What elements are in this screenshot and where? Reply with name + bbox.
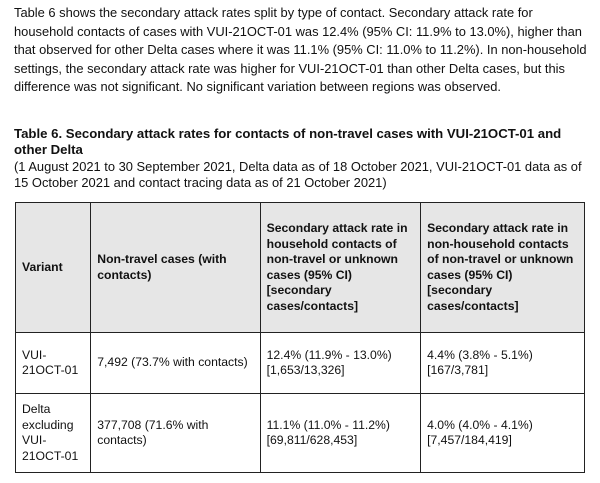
table-row — [16, 394, 585, 473]
header-variant: Variant — [16, 203, 91, 333]
header-non-travel-cases: Non-travel cases (with contacts) — [91, 203, 260, 333]
cell-non-household-rate: 4.4% (3.8% - 5.1%) [167/3,781] — [421, 333, 585, 394]
header-non-household-rate: Secondary attack rate in non-household contacts of non-travel or unknown cases (95% CI) [secondary cases/contacts] — [421, 203, 585, 333]
cell-household-rate: 11.1% (11.0% - 11.2%) [69,811/628,453] — [260, 394, 421, 473]
cell-household-rate: 12.4% (11.9% - 13.0%) [1,653/13,326] — [260, 333, 421, 394]
cell-variant: VUI-21OCT-01 — [16, 333, 91, 394]
cell-variant: Delta excluding VUI-21OCT-01 — [16, 394, 91, 473]
table-title: Table 6. Secondary attack rates for contacts of non-travel cases with VUI-21OCT-01 and other Delta — [14, 126, 562, 157]
table-subtitle: (1 August 2021 to 30 September 2021, Delta data as of 18 October 2021, VUI-21OCT-01 data as of 15 October 2021 and contact tracing data as of 21 October 2021) — [14, 159, 582, 190]
header-household-rate: Secondary attack rate in household contacts of non-travel or unknown cases (95% CI) [secondary cases/contacts] — [260, 203, 421, 333]
cell-non-household-rate: 4.0% (4.0% - 4.1%) [7,457/184,419] — [421, 394, 585, 473]
table-header-row — [16, 203, 585, 333]
cell-non-travel-cases: 7,492 (73.7% with contacts) — [91, 333, 260, 394]
secondary-attack-rate-table — [15, 202, 585, 473]
intro-paragraph: Table 6 shows the secondary attack rates split by type of contact. Secondary attack rate for household contacts of cases with VUI-21OCT-01 was 12.4% (95% CI: 11.9% to 13.0%), higher than that observed for other Delta cases where it was 11.1% (95% CI: 11.0% to 11.2%). In non-household settings, the secondary attack rate was higher for VUI-21OCT-01 than other Delta cases, but this difference was not significant. No significant variation between regions was observed. — [14, 5, 587, 95]
table-row — [16, 333, 585, 394]
cell-non-travel-cases: 377,708 (71.6% with contacts) — [91, 394, 260, 473]
